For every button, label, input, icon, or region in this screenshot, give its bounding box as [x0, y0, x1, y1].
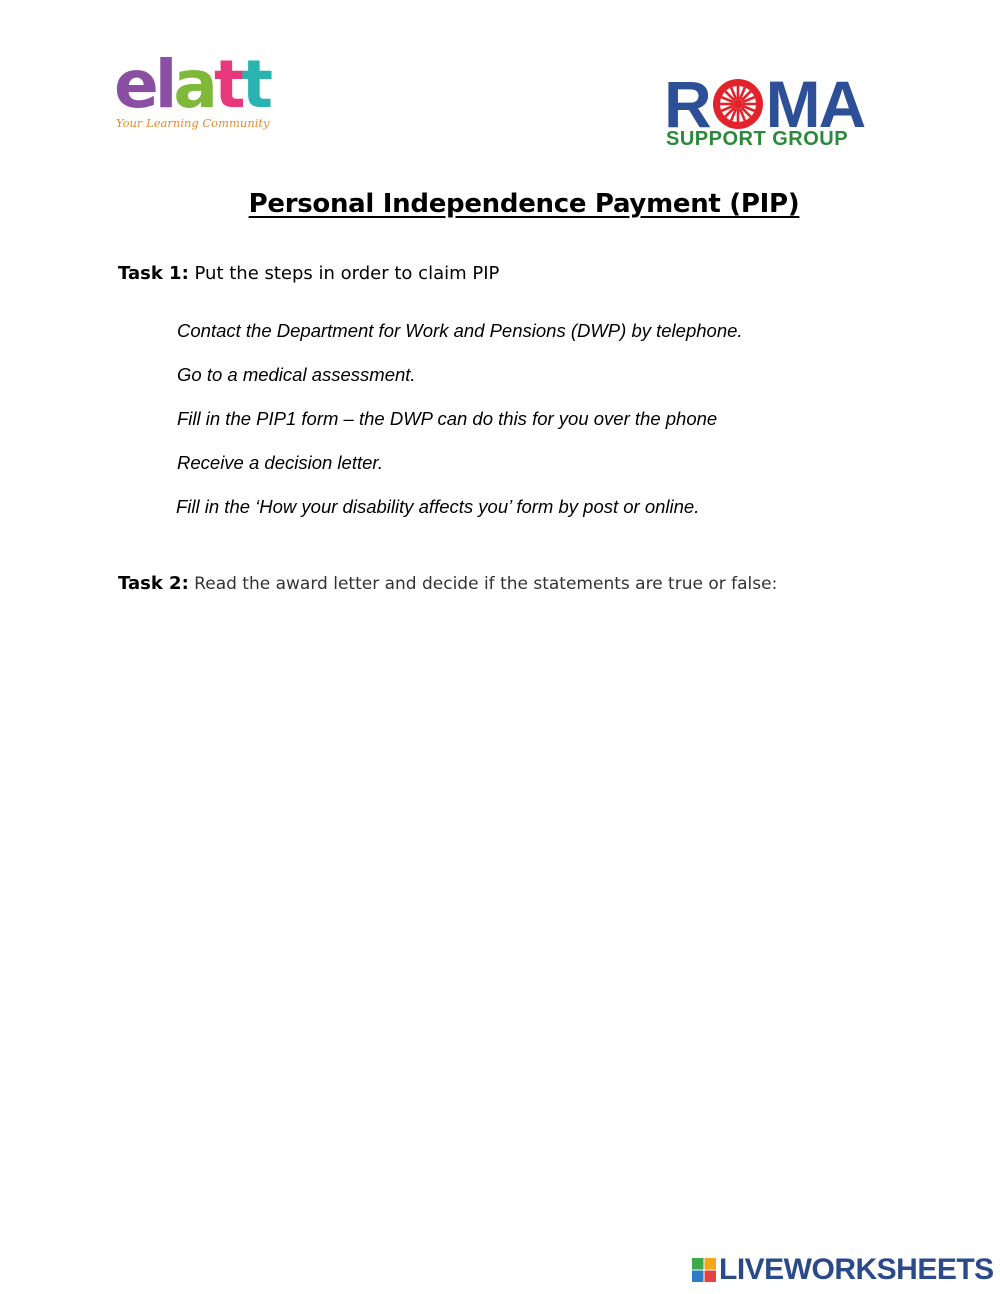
roma-wheel-icon — [711, 77, 765, 131]
task2-instruction — [118, 573, 777, 594]
task1-step-4[interactable]: Receive a decision letter. — [177, 452, 384, 473]
task1-step-5[interactable]: Fill in the ‘How your disability affects you’ form by post or online. — [176, 496, 700, 517]
liveworksheets-tiles-icon — [692, 1258, 716, 1282]
task1-label: Task 1: — [118, 263, 189, 284]
elatt-letter-t2: t — [241, 46, 270, 123]
task1-step-3[interactable]: Fill in the PIP1 form – the DWP can do this for you over the phone — [177, 408, 718, 429]
task1-step-1[interactable]: Contact the Department for Work and Pensions (DWP) by telephone. — [177, 320, 743, 341]
roma-support-group-logo — [664, 67, 880, 152]
elatt-letter-t1: t — [213, 46, 242, 123]
task1-text: Put the steps in order to claim PIP — [188, 263, 500, 284]
roma-word-start: R — [664, 67, 710, 141]
elatt-letter-l: l — [154, 46, 174, 123]
task1-instruction — [118, 263, 499, 284]
liveworksheets-wordmark: LIVEWORKSHEETS — [719, 1253, 994, 1286]
elatt-letter-e: e — [114, 46, 155, 123]
roma-word-end: MA — [765, 67, 865, 141]
document-title: Personal Independence Payment (PIP) — [248, 189, 800, 219]
elatt-logo — [114, 46, 284, 142]
task2-text: Read the award letter and decide if the statements are true or false: — [188, 574, 778, 594]
task2-label: Task 2: — [118, 573, 189, 594]
elatt-tagline: Your Learning Community — [116, 116, 270, 130]
elatt-letter-a: a — [173, 46, 214, 123]
roma-subtitle: SUPPORT GROUP — [666, 128, 849, 150]
liveworksheets-logo — [692, 1254, 992, 1286]
task1-step-2[interactable]: Go to a medical assessment. — [177, 364, 416, 385]
